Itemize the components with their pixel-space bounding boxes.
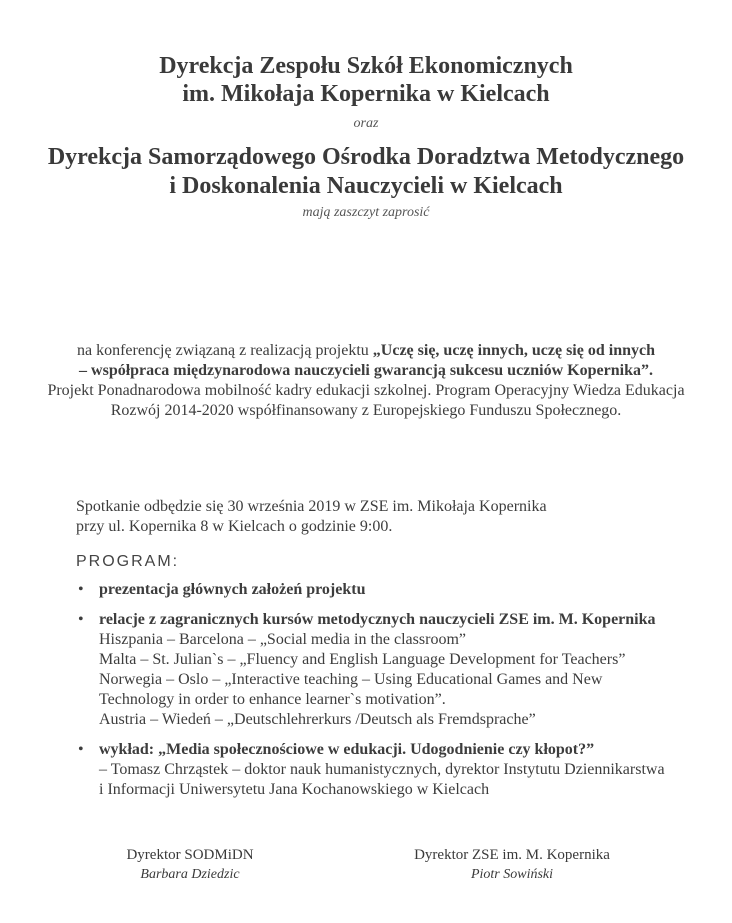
funding-line-2: Rozwój 2014-2020 współfinansowany z Europejskiego Funduszu Społecznego. bbox=[110, 402, 622, 419]
signature-right-name: Piotr Sowiński bbox=[470, 867, 554, 882]
header-conjunction: oraz bbox=[353, 116, 379, 131]
signature-left bbox=[90, 845, 290, 885]
course-line: Malta – St. Julian`s – „Fluency and English Language Development for Teachers” bbox=[99, 651, 626, 668]
program-list bbox=[76, 580, 716, 810]
program-item bbox=[76, 610, 716, 730]
header-line-1: Dyrekcja Zespołu Szkół Ekonomicznych bbox=[159, 53, 573, 79]
signature-left-name: Barbara Dziedzic bbox=[140, 867, 240, 882]
program-item bbox=[76, 580, 716, 600]
program-heading: PROGRAM: bbox=[76, 553, 180, 570]
course-line: Technology in order to enhance learner`s motivation”. bbox=[99, 691, 446, 708]
funding-line-1: Projekt Ponadnarodowa mobilność kadry edukacji szkolnej. Program Operacyjny Wiedza Edukacja bbox=[47, 382, 685, 399]
project-title-part-2: – współpraca międzynarodowa nauczycieli gwarancją sukcesu uczniów Kopernika”. bbox=[79, 362, 653, 379]
course-line: Hiszpania – Barcelona – „Social media in the classroom” bbox=[99, 631, 466, 648]
meeting-line-2: przy ul. Kopernika 8 w Kielcach o godzinie 9:00. bbox=[76, 518, 393, 535]
header-line-3: Dyrekcja Samorządowego Ośrodka Doradztwa Metodycznego bbox=[47, 144, 685, 170]
header-line-2: im. Mikołaja Kopernika w Kielcach bbox=[182, 81, 550, 107]
signature-right bbox=[392, 845, 632, 885]
program-item-title: relacje z zagranicznych kursów metodycznych nauczycieli ZSE im. M. Kopernika bbox=[99, 611, 656, 628]
course-line: Norwegia – Oslo – „Interactive teaching – Using Educational Games and New bbox=[99, 671, 603, 688]
course-line: Austria – Wiedeń – „Deutschlehrerkurs /Deutsch als Fremdsprache” bbox=[99, 711, 536, 728]
meeting-line-1: Spotkanie odbędzie się 30 września 2019 w ZSE im. Mikołaja Kopernika bbox=[76, 498, 547, 515]
project-title-part-1: „Uczę się, uczę innych, uczę się od innych bbox=[372, 342, 655, 359]
lecture-line: – Tomasz Chrząstek – doktor nauk humanistycznych, dyrektor Instytutu Dziennikarstwa bbox=[99, 761, 665, 778]
lecture-line: i Informacji Uniwersytetu Jana Kochanowskiego w Kielcach bbox=[99, 781, 490, 798]
bullet-icon: • bbox=[78, 741, 84, 758]
program-item-title: wykład: „Media społecznościowe w edukacji. Udogodnienie czy kłopot?” bbox=[99, 741, 595, 758]
bullet-icon: • bbox=[78, 611, 84, 628]
intro-prefix: na konferencję związaną z realizacją projektu bbox=[76, 342, 373, 359]
program-item-title: prezentacja głównych założeń projektu bbox=[99, 581, 366, 598]
signature-left-role: Dyrektor SODMiDN bbox=[126, 847, 254, 863]
program-item bbox=[76, 740, 716, 800]
invite-text: mają zaszczyt zaprosić bbox=[302, 205, 430, 220]
header-line-4: i Doskonalenia Nauczycieli w Kielcach bbox=[169, 173, 563, 199]
intro-line-1 bbox=[0, 341, 732, 361]
signature-right-role: Dyrektor ZSE im. M. Kopernika bbox=[414, 847, 610, 863]
bullet-icon: • bbox=[78, 581, 84, 598]
